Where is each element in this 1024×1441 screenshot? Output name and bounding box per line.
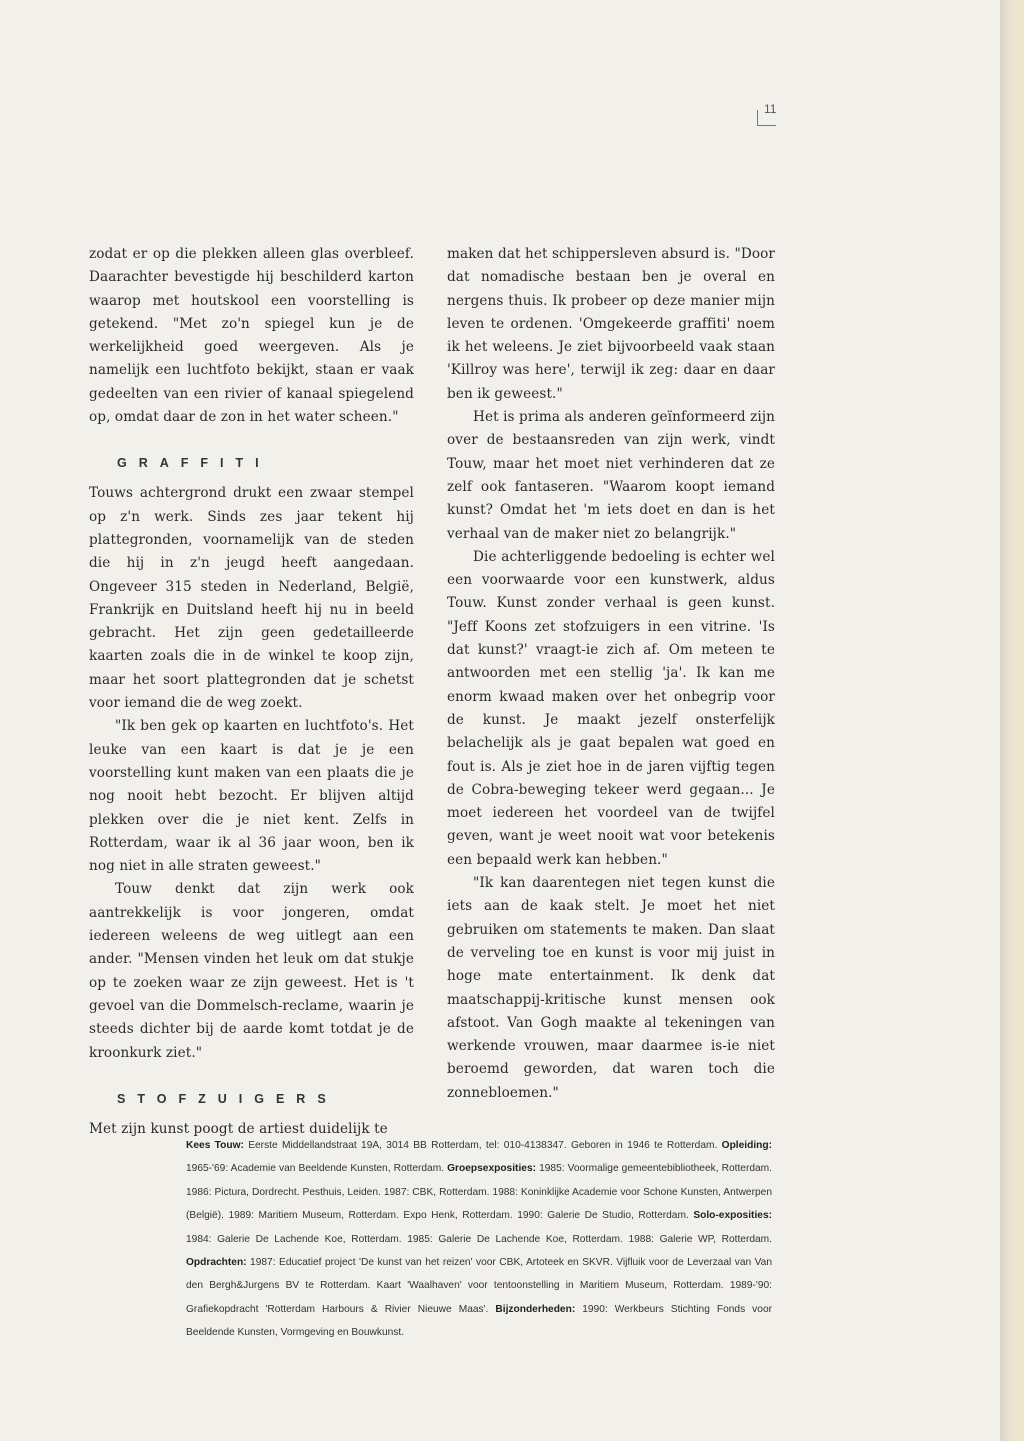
bio-label-solo-exhibitions: Solo-exposities:	[693, 1210, 772, 1222]
artist-biography	[186, 1134, 772, 1345]
bio-text-address: Eerste Middellandstraat 19A, 3014 BB Rotterdam, tel: 010-4138347. Geboren in 1946 te Rotterdam.	[243, 1140, 722, 1151]
bio-label-commissions: Opdrachten:	[186, 1257, 247, 1269]
bio-label-group-exhibitions: Groepsexposities:	[447, 1163, 536, 1175]
right-paragraph-2: Het is prima als anderen geïnformeerd zijn over de bestaansreden van zijn werk, vindt Touw, maar het moet niet verhinderen dat ze zelf ook fantaseren. "Waarom koopt iemand kunst? Omdat het 'm iets doet en dan is het verhaal van de maker niet zo belangrijk."	[447, 409, 775, 542]
left-paragraph-1: zodat er op die plekken alleen glas overbleef. Daarachter bevestigde hij beschilderd karton waarop met houtskool een voorstelling is getekend. "Met zo'n spiegel kun je de werkelijkheid goed weergeven. Als je namelijk een luchtfoto bekijkt, staan er vaak gedeelten van een rivier of kanaal spiegelend op, omdat daar de zon in het water scheen."	[89, 246, 414, 426]
folio-rule-horizontal	[757, 125, 776, 126]
right-paragraph-3: Die achterliggende bedoeling is echter wel een voorwaarde voor een kunstwerk, aldus Touw. Kunst zonder verhaal is geen kunst. "Jeff Koons zet stofzuigers in een vitrine. 'Is dat kunst?' vraagt-ie zich af. Om meteen te antwoorden met een stellig 'ja'. Ik kan me enorm kwaad maken over het onbegrip voor de kunst. Je maakt jezelf onsterfelijk belachelijk als je gaat bepalen wat goed en fout is. Als je ziet hoe in de jaren vijftig tegen de Cobra-beweging tekeer werd gegaan... Je moet iedereen het voordeel van de twijfel geven, want je weet nooit wat voor betekenis een bepaald werk kan hebben."	[447, 548, 775, 868]
left-paragraph-2: Touws achtergrond drukt een zwaar stempel op z'n werk. Sinds zes jaar tekent hij plattegronden, voornamelijk van de steden die hij in z'n jeugd heeft aangedaan. Ongeveer 315 steden in Nederland, België, Frankrijk en Duitsland heeft hij nu in beeld gebracht. Het zijn geen gedetailleerde kaarten zoals die in de winkel te koop zijn, maar het soort plattegronden dat je schetst voor iemand die de weg zoekt.	[89, 485, 414, 712]
left-paragraph-5: Met zijn kunst poogt de artiest duidelijk te	[89, 1120, 388, 1137]
page-number: 11	[764, 102, 777, 116]
bio-text-group-exhibitions: 1985: Voormalige gemeentebibliotheek, Rotterdam. 1986: Pictura, Dordrecht. Pesthuis, Leiden. 1987: CBK, Rotterdam. 1988: Koninklijke Academie voor Schone Kunsten, Antwerpen (België). 1989: Maritiem Museum, Rotterdam. Expo Henk, Rotterdam. 1990: Galerie De Studio, Rotterdam.	[186, 1163, 772, 1222]
left-paragraph-3: "Ik ben gek op kaarten en luchtfoto's. Het leuke van een kaart is dat je je een voorstelling kunt maken van een plaats die je nog nooit hebt bezocht. Er blijven altijd plekken over die je niet kent. Zelfs in Rotterdam, waar ik al 36 jaar woon, ben ik nog niet in alle straten geweest."	[89, 718, 414, 875]
bio-label-name: Kees Touw:	[186, 1140, 244, 1151]
bio-label-education: Opleiding:	[721, 1140, 773, 1151]
section-heading-graffiti: GRAFFITI	[117, 456, 271, 471]
right-column	[447, 243, 775, 1105]
bio-text-solo-exhibitions: 1984: Galerie De Lachende Koe, Rotterdam. 1985: Galerie De Lachende Koe, Rotterdam. 1988: Galerie WP, Rotterdam.	[186, 1233, 772, 1245]
page-edge	[1000, 0, 1024, 1441]
section-heading-stofzuigers: STOFZUIGERS	[117, 1091, 338, 1106]
bio-text-education: 1965-'69: Academie van Beeldende Kunsten, Rotterdam.	[186, 1163, 448, 1175]
bio-text-particulars: 1990: Werkbeurs Stichting Fonds voor Beeldende Kunsten, Vormgeving en Bouwkunst.	[186, 1303, 772, 1339]
right-paragraph-1: maken dat het schippersleven absurd is. "Door dat nomadische bestaan ben je overal en nergens thuis. Ik probeer op deze manier mijn leven te ordenen. 'Omgekeerde graffiti' noem ik het weleens. Je ziet bijvoorbeeld vaak staan 'Killroy was here', terwijl ik zeg: daar en daar ben ik geweest."	[447, 246, 775, 402]
folio-rule-vertical	[757, 110, 758, 126]
left-column	[89, 243, 414, 1141]
right-paragraph-4: "Ik kan daarentegen niet tegen kunst die iets aan de kaak stelt. Je moet het niet gebruiken om statements te maken. Dan slaat de verveling toe en kunst is voor mij juist in hoge mate entertainment. Ik denk dat maatschappij-kritische kunst mensen ook afstoot. Van Gogh maakte al tekeningen van werkende vrouwen, maar daarmee is-ie niet beroemd geworden, dat waren toch die zonnebloemen."	[447, 875, 775, 1101]
bio-label-particulars: Bijzonderheden:	[495, 1303, 576, 1315]
bio-text-commissions: 1987: Educatief project 'De kunst van het reizen' voor CBK, Artoteek en SKVR. Vijfluik voor de Leverzaal van Van den Bergh&Jurgens BV te Rotterdam. Kaart 'Waalhaven' voor tentoonstelling in Maritiem Museum, Rotterdam. 1989-'90: Grafiekopdracht 'Rotterdam Harbours & Rivier Nieuwe Maas'.	[186, 1257, 772, 1315]
left-paragraph-4: Touw denkt dat zijn werk ook aantrekkelijk is voor jongeren, omdat iedereen weleens de weg uitlegt aan een ander. "Mensen vinden het leuk om dat stukje op te zoeken waar ze zijn geweest. Het is 't gevoel van die Dommelsch-reclame, waarin je steeds dichter bij de aarde komt totdat je de kroonkurk ziet."	[89, 881, 414, 1061]
